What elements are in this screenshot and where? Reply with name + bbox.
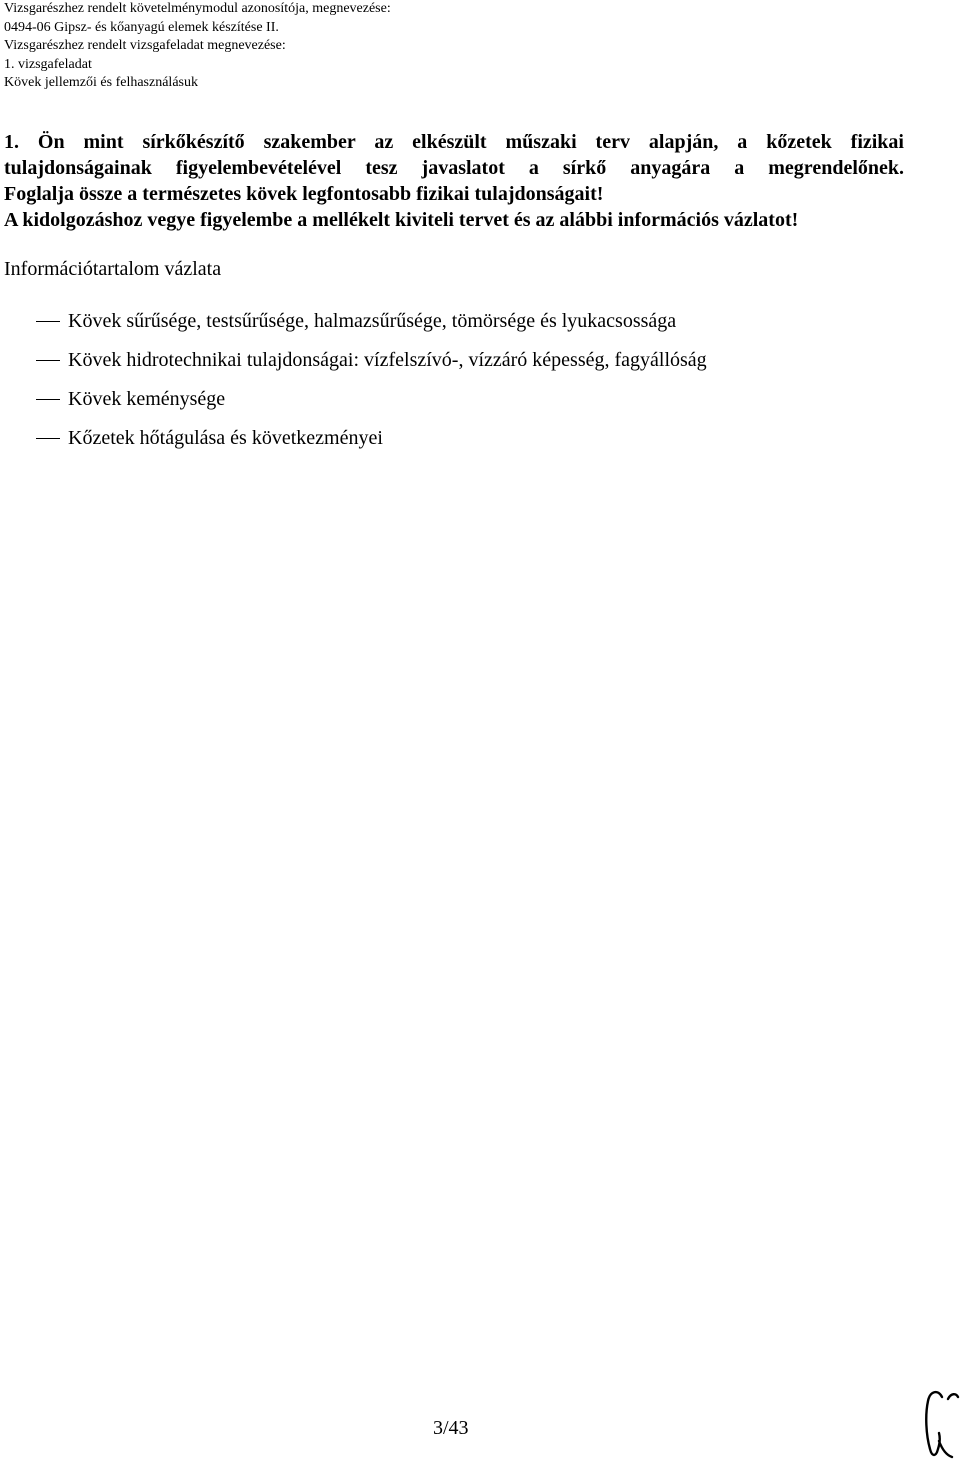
outline-title: Információtartalom vázlata xyxy=(4,258,222,280)
task-line-4: A kidolgozáshoz vegye figyelembe a mellékelt kiviteli tervet és az alábbi információs vázlatot! xyxy=(4,209,799,231)
header-module-name: 0494-06 Gipsz- és kőanyagú elemek készítése II. xyxy=(4,19,279,35)
header-task-label: Vizsgarészhez rendelt vizsgafeladat megnevezése: xyxy=(4,38,286,53)
dash-bullet-icon xyxy=(36,360,60,361)
header-task-number: 1. vizsgafeladat xyxy=(4,56,92,72)
list-item xyxy=(36,386,707,425)
list-item xyxy=(36,308,707,347)
task-line-3: Foglalja össze a természetes kövek legfontosabb fizikai tulajdonságait! xyxy=(4,183,604,205)
list-item-text: Kövek sűrűsége, testsűrűsége, halmazsűrűsége, tömörsége és lyukacsossága xyxy=(68,310,677,332)
task-line-2: tulajdonságainak figyelembevételével tesz javaslatot a sírkő anyagára a megrendelőnek. xyxy=(4,157,904,179)
task-description xyxy=(4,129,904,233)
task-line-1: 1. Ön mint sírkőkészítő szakember az elkészült műszaki terv alapján, a kőzetek fizikai xyxy=(4,131,904,153)
dash-bullet-icon xyxy=(36,438,60,439)
list-item-text: Kövek keménysége xyxy=(68,388,226,410)
header-module-label: Vizsgarészhez rendelt követelménymodul azonosítója, megnevezése: xyxy=(4,1,391,16)
document-header xyxy=(4,0,391,93)
page-number: 3/43 xyxy=(433,1417,469,1439)
header-task-title: Kövek jellemzői és felhasználásuk xyxy=(4,75,198,90)
list-item xyxy=(36,425,707,464)
list-item xyxy=(36,347,707,386)
dash-bullet-icon xyxy=(36,321,60,322)
signature-icon xyxy=(918,1383,960,1463)
list-item-text: Kőzetek hőtágulása és következményei xyxy=(68,427,383,449)
list-item-text: Kövek hidrotechnikai tulajdonságai: vízfelszívó-, vízzáró képesség, fagyállóság xyxy=(68,349,707,371)
dash-bullet-icon xyxy=(36,399,60,400)
outline-list xyxy=(36,308,707,464)
